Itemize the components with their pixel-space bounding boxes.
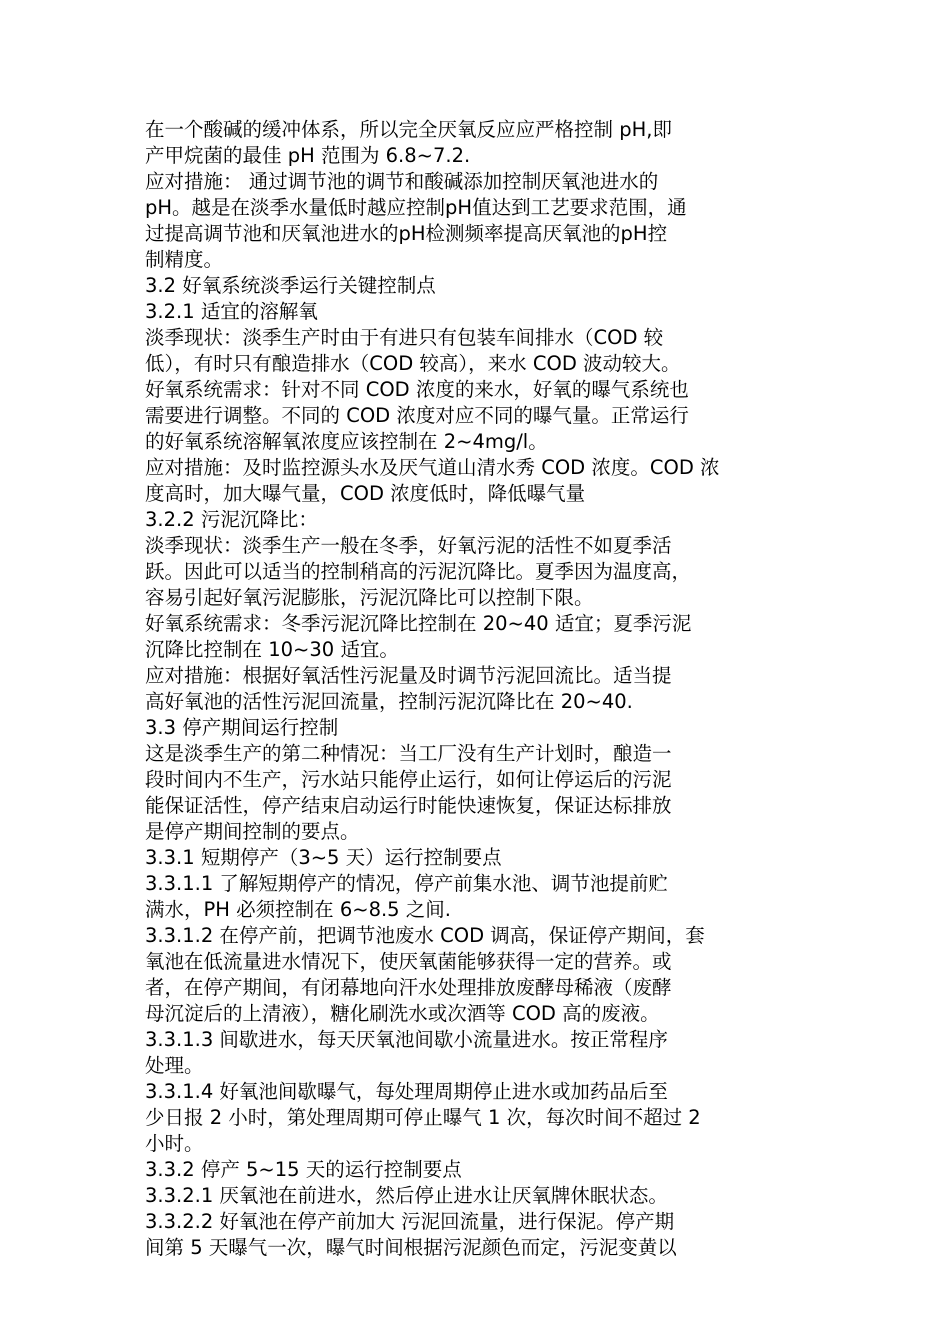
text-line: 母沉淀后的上清液），糖化刷洗水或次酒等 COD 高的废液。 [145, 1002, 660, 1025]
text-line: pH。越是在淡季水量低时越应控制pH值达到工艺要求范围，通 [145, 196, 687, 219]
text-line: 满水，PH 必须控制在 6~8.5 之间. [145, 898, 451, 921]
subsection-heading: 3.2.1 适宜的溶解氧 [145, 300, 318, 323]
text-line: 的好氧系统溶解氧浓度应该控制在 2~4mg/l。 [145, 430, 548, 453]
text-line: 过提高调节池和厌氧池进水的pH检测频率提高厌氧池的pH控 [145, 222, 668, 245]
text-line: 在一个酸碱的缓冲体系，所以完全厌氧反应应严格控制 pH,即 [145, 118, 672, 141]
text-line: 淡季现状：淡季生产时由于有进只有包装车间排水（COD 较 [145, 326, 664, 349]
text-line: 3.3.1.2 在停产前，把调节池废水 COD 调高，保证停产期间，套 [145, 924, 705, 947]
document-body [145, 117, 810, 1261]
text-line: 好氧系统需求：冬季污泥沉降比控制在 20~40 适宜；夏季污泥 [145, 612, 692, 635]
text-line: 好氧系统需求：针对不同 COD 浓度的来水，好氧的曝气系统也 [145, 378, 689, 401]
text-line: 应对措施：及时监控源头水及厌气道山清水秀 COD 浓度。COD 浓 [145, 456, 720, 479]
text-line: 低），有时只有酿造排水（COD 较高），来水 COD 波动较大。 [145, 352, 681, 375]
subsection-heading: 3.3.2 停产 5~15 天的运行控制要点 [145, 1158, 462, 1181]
text-line: 容易引起好氧污泥膨胀，污泥沉降比可以控制下限。 [145, 586, 594, 609]
text-line: 3.3.2.1 厌氧池在前进水，然后停止进水让厌氧牌休眠状态。 [145, 1184, 668, 1207]
text-line: 需要进行调整。不同的 COD 浓度对应不同的曝气量。正常运行 [145, 404, 689, 427]
text-line: 度高时，加大曝气量，COD 浓度低时，降低曝气量 [145, 482, 586, 505]
text-line: 产甲烷菌的最佳 pH 范围为 6.8~7.2. [145, 144, 471, 167]
text-line: 小时。 [145, 1132, 204, 1155]
text-line: 高好氧池的活性污泥回流量，控制污泥沉降比在 20~40. [145, 690, 633, 713]
text-line: 这是淡季生产的第二种情况：当工厂没有生产计划时，酿造一 [145, 742, 672, 765]
text-line: 能保证活性，停产结束启动运行时能快速恢复，保证达标排放 [145, 794, 672, 817]
subsection-heading: 3.2.2 污泥沉降比： [145, 508, 318, 531]
text-line: 3.3.2.2 好氧池在停产前加大 污泥回流量，进行保泥。停产期 [145, 1210, 675, 1233]
section-heading: 3.3 停产期间运行控制 [145, 716, 339, 739]
text-line: 是停产期间控制的要点。 [145, 820, 360, 843]
text-line: 间第 5 天曝气一次，曝气时间根据污泥颜色而定，污泥变黄以 [145, 1236, 677, 1259]
text-line: 3.3.1.3 间歇进水，每天厌氧池间歇小流量进水。按正常程序 [145, 1028, 668, 1051]
section-heading: 3.2 好氧系统淡季运行关键控制点 [145, 274, 436, 297]
subsection-heading: 3.3.1 短期停产（3~5 天）运行控制要点 [145, 846, 502, 869]
text-line: 3.3.1.4 好氧池间歇曝气，每处理周期停止进水或加药品后至 [145, 1080, 668, 1103]
text-line: 者，在停产期间，有闭幕地向汗水处理排放废酵母稀液（废酵 [145, 976, 672, 999]
text-line: 跃。因此可以适当的控制稍高的污泥沉降比。夏季因为温度高， [145, 560, 692, 583]
text-line: 应对措施： 通过调节池的调节和酸碱添加控制厌氧池进水的 [145, 170, 659, 193]
text-line: 3.3.1.1 了解短期停产的情况，停产前集水池、调节池提前贮 [145, 872, 668, 895]
text-line: 制精度。 [145, 248, 224, 271]
text-line: 处理。 [145, 1054, 204, 1077]
text-line: 沉降比控制在 10~30 适宜。 [145, 638, 399, 661]
text-line: 段时间内不生产，污水站只能停止运行，如何让停运后的污泥 [145, 768, 672, 791]
text-line: 应对措施：根据好氧活性污泥量及时调节污泥回流比。适当提 [145, 664, 672, 687]
text-line: 氧池在低流量进水情况下，使厌氧菌能够获得一定的营养。或 [145, 950, 672, 973]
text-line: 少日报 2 小时，第处理周期可停止曝气 1 次，每次时间不超过 2 [145, 1106, 701, 1129]
text-line: 淡季现状：淡季生产一般在冬季，好氧污泥的活性不如夏季活 [145, 534, 672, 557]
